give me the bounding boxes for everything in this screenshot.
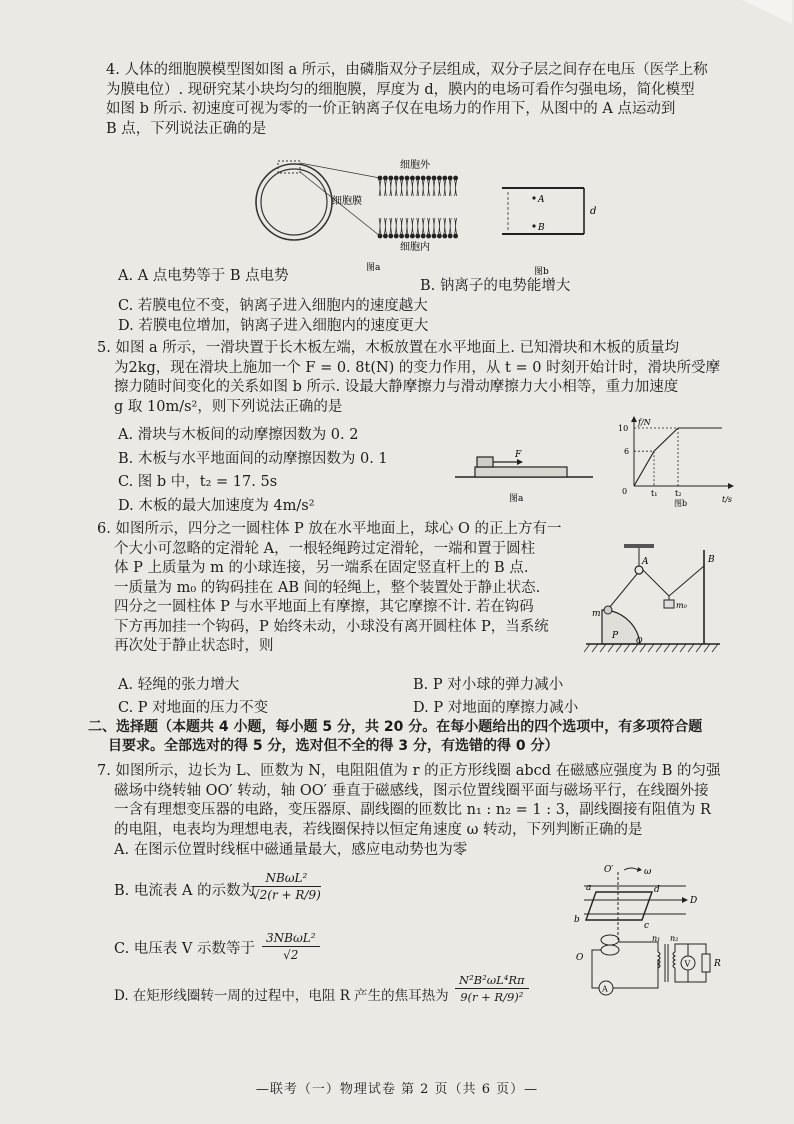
lipid-tail-bottom [449, 218, 451, 234]
q5-line: 擦力随时间变化的关系如图 b 所示. 设最大静摩擦力与滑动摩擦力大小相等，重力加速度 [114, 379, 679, 395]
lipid-tail-bottom [455, 218, 457, 234]
caption-5b: 图b [674, 499, 688, 508]
q6-option-c: C. P 对地面的压力不变 [118, 699, 269, 716]
lipid-head-bottom [415, 234, 420, 239]
lipid-tail-bottom [390, 218, 392, 234]
lipid-head-bottom [426, 234, 431, 239]
friction-line-rising [634, 428, 678, 486]
quarter-cylinder [602, 610, 640, 644]
lipid-tail-top [455, 180, 457, 196]
m0-label: m₀ [676, 601, 687, 610]
q7-option-b [114, 882, 255, 902]
lipid-tail-top [438, 180, 440, 196]
label-membrane: 细胞膜 [332, 196, 362, 207]
lipid-tail-top [395, 180, 397, 196]
lipid-tail-bottom [401, 218, 403, 234]
lipid-tail-bottom [428, 218, 430, 234]
q7-option-d [114, 987, 449, 1007]
q7-option-d-fraction [455, 972, 529, 1005]
ground-hatch [600, 644, 606, 652]
lipid-tail-bottom [438, 218, 440, 234]
slider-block [477, 457, 493, 467]
q6-option-a: A. 轻绳的张力增大 [118, 677, 240, 693]
ground-hatch [624, 644, 630, 652]
x-tick-t1: t₁ [651, 489, 658, 498]
question-4 [106, 61, 708, 139]
zoom-line-top [300, 163, 380, 178]
q7-b-numerator: NBωL² [252, 870, 321, 887]
ground-hatch [712, 644, 718, 652]
lipid-tail-bottom [433, 218, 435, 234]
cell-inner-circle [261, 169, 327, 235]
page-corner-decoration [742, 0, 792, 24]
lipid-head-bottom [388, 234, 393, 239]
q7-d-denominator: 9(r + R/9)² [460, 990, 524, 1004]
point-b-label: B [708, 555, 715, 565]
omega-label: ω [644, 867, 652, 877]
square-coil [586, 892, 652, 920]
lipid-tail-bottom [395, 218, 397, 234]
ground-hatch [688, 644, 694, 652]
lipid-tail-bottom [379, 218, 381, 234]
q5-option-d: D. 木板的最大加速度为 4m/s² [118, 497, 315, 514]
lipid-head-bottom [399, 234, 404, 239]
secondary-coil [673, 952, 675, 968]
q6-line: 下方再加挂一个钩码，P 始终未动，小球没有离开圆柱体 P，当系统 [114, 618, 549, 635]
q6-line: 再次处于静止状态时，则 [114, 638, 274, 654]
corner-c: c [644, 921, 650, 931]
lipid-head-top [399, 176, 404, 181]
q5-option-c: C. 图 b 中，t₂ = 17. 5s [118, 474, 278, 490]
ground-hatch [696, 644, 702, 652]
page-footer: —联考（一）物理试卷 第 2 页（共 6 页）— [255, 1082, 539, 1097]
figure-coil-transformer [566, 862, 726, 1002]
x-tick-t2: t₂ [675, 489, 682, 498]
lipid-head-top [426, 176, 431, 181]
figure-pulley-cylinder [584, 544, 724, 664]
q5-line: 为2kg，现在滑块上施加一个 F = 0. 8t(N) 的变力作用，从 t = 0 时刻开始计时，滑块所受摩 [114, 359, 721, 376]
field-label: D [690, 896, 698, 906]
q6-line: 个大小可忽略的定滑轮 A，一根轻绳跨过定滑轮，一端和置于圆柱 [114, 540, 536, 557]
lipid-head-bottom [383, 234, 388, 239]
section-2-line2: 目要求。全部选对的得 5 分，选对但不全的得 3 分，有选错的得 0 分） [108, 738, 559, 754]
origin-label: 0 [622, 487, 628, 496]
pulley [635, 566, 643, 574]
q4-option-b: B. 钠离子的电势能增大 [420, 278, 571, 294]
small-ball [604, 606, 612, 614]
y-axis-label: f/N [638, 418, 651, 427]
n2-label: n₂ [670, 934, 679, 943]
q6-line: 6. 如图所示，四分之一圆柱体 P 放在水平地面上，球心 O 的正上方有一 [97, 521, 562, 537]
lipid-tail-bottom [444, 218, 446, 234]
q4-line: 4. 人体的细胞膜模型图如图 a 所示，由磷脂双分子层组成，双分子层之间存在电压（医学上称 [106, 62, 708, 78]
ground-hatch [592, 644, 598, 652]
corner-b: b [574, 915, 580, 925]
friction-time-chart [610, 416, 740, 508]
q4-option-d: D. 若膜电位增加，钠离子进入细胞内的速度更大 [118, 317, 429, 334]
lipid-head-bottom [437, 234, 442, 239]
thickness-label: d [590, 206, 597, 217]
q6-option-b: B. P 对小球的弹力减小 [413, 677, 564, 693]
lipid-head-top [410, 176, 415, 181]
lipid-tail-bottom [384, 218, 386, 234]
lipid-head-bottom [421, 234, 426, 239]
q7-option-b-fraction [252, 870, 321, 903]
q7-line: 7. 如图所示，边长为 L、匝数为 N，电阻阻值为 r 的正方形线圈 abcd 在磁感应强度为 B 的匀强 [97, 763, 721, 779]
figure-block-on-board [455, 445, 595, 505]
q5-options [118, 426, 388, 516]
lipid-tail-top [379, 180, 381, 196]
x-axis-label: t/s [722, 495, 733, 504]
q4-options [118, 267, 289, 287]
label-outside: 细胞外 [400, 160, 430, 171]
q7-option-b-text: B. 电流表 A 的示数为 [114, 883, 256, 899]
q7-c-numerator: 3NBωL² [262, 930, 320, 947]
lipid-tail-top [390, 180, 392, 196]
cell-outer-circle [256, 164, 332, 240]
lipid-head-bottom [442, 234, 447, 239]
corner-a: a [586, 883, 592, 893]
axis-top-label: O′ [604, 865, 614, 875]
lipid-head-top [383, 176, 388, 181]
q6-options-ac [118, 676, 268, 718]
q4-option-b-wrap [420, 277, 570, 297]
hook-weight [664, 600, 674, 608]
force-label: F [515, 450, 522, 460]
lipid-tail-top [417, 180, 419, 196]
lipid-tail-top [449, 180, 451, 196]
axis-bottom-label: O [576, 953, 584, 963]
q7-option-c [114, 940, 255, 960]
section-2-line1: 二、选择题（本题共 4 小题，每小题 5 分，共 20 分。在每小题给出的四个选项中，有多项符合题 [88, 719, 703, 735]
q7-line: 的电阻，电表均为理想电表，若线圈保持以恒定角速度 ω 转动，下列判断正确的是 [114, 821, 643, 838]
q4-line: 为膜电位）. 现研究某小块均匀的细胞膜，厚度为 d，膜内的电场可看作匀强电场，简化模型 [106, 81, 695, 98]
lipid-head-top [453, 176, 458, 181]
resistor-label: R [714, 959, 721, 969]
q7-d-numerator: N²B²ωL⁴Rπ [455, 972, 529, 989]
caption-fig-a: 图a [366, 263, 381, 273]
ground-hatch [672, 644, 678, 652]
lipid-head-bottom [448, 234, 453, 239]
ground-hatch [632, 644, 638, 652]
figure-membrane-b [500, 180, 620, 278]
long-board [475, 467, 567, 477]
q7-option-a: A. 在图示位置时线框中磁通量最大，感应电动势也为零 [114, 842, 468, 858]
ground-hatch [640, 644, 646, 652]
q6-line: 体 P 上质量为 m 的小球连接，另一端系在固定竖直杆上的 B 点. [114, 560, 529, 576]
q4-options-cd [118, 297, 428, 336]
q5-line: g 取 10m/s²，则下列说法正确的是 [114, 398, 343, 415]
q7-c-denominator: √2 [283, 948, 299, 962]
question-7 [97, 762, 721, 861]
n1-label: n₁ [652, 934, 661, 943]
lipid-tail-bottom [422, 218, 424, 234]
q4-line: B 点，下列说法正确的是 [106, 120, 267, 137]
question-5 [97, 339, 720, 417]
q7-b-denominator: √2(r + R/9) [252, 888, 321, 902]
lipid-tail-top [422, 180, 424, 196]
center-label: O [636, 636, 643, 645]
lipid-head-top [421, 176, 426, 181]
y-tick-10: 10 [618, 424, 629, 433]
label-inside: 细胞内 [400, 242, 430, 253]
lipid-head-bottom [405, 234, 410, 239]
q6-option-d: D. P 对地面的摩擦力减小 [413, 699, 579, 716]
q6-line: 一质量为 m₀ 的钩码挂在 AB 间的轻绳上，整个装置处于静止状态. [114, 579, 541, 596]
q7-line: 一含有理想变压器的电路，变压器原、副线圈的匝数比 n₁ : n₂ = 1 : 3，副线圈接有阻值为 R [114, 802, 711, 818]
lipid-tail-top [444, 180, 446, 196]
lipid-head-top [378, 176, 383, 181]
caption-5a: 图a [509, 494, 524, 504]
caption-fig-b: 图b [534, 267, 549, 277]
q7-line: 磁场中绕转轴 OO′ 转动，轴 OO′ 垂直于磁感线，图示位置线圈平面与磁场平行，在线圈外接 [114, 782, 709, 799]
lipid-tail-bottom [411, 218, 413, 234]
lipid-head-bottom [410, 234, 415, 239]
lipid-tail-top [406, 180, 408, 196]
ground-hatch [664, 644, 670, 652]
lipid-head-top [437, 176, 442, 181]
lipid-tail-bottom [406, 218, 408, 234]
lipid-head-top [405, 176, 410, 181]
ground-hatch [584, 644, 590, 652]
lipid-head-top [442, 176, 447, 181]
ground-hatch [656, 644, 662, 652]
lipid-head-bottom [453, 234, 458, 239]
lipid-tail-top [401, 180, 403, 196]
cylinder-label: P [612, 631, 619, 641]
lipid-tail-top [384, 180, 386, 196]
q4-option-c: C. 若膜电位不变，钠离子进入细胞内的速度越大 [118, 298, 428, 314]
lipid-tail-top [433, 180, 435, 196]
question-6 [97, 520, 562, 657]
q5-option-a: A. 滑块与木板间的动摩擦因数为 0. 2 [118, 427, 359, 443]
ground-hatch [704, 644, 710, 652]
ammeter-label: A [602, 984, 608, 994]
point-b-label: B [538, 223, 545, 233]
ground-hatch [680, 644, 686, 652]
q4-line: 如图 b 所示. 初速度可视为零的一价正钠离子仅在电场力的作用下，从图中的 A 点运动到 [106, 101, 676, 117]
q6-line: 四分之一圆柱体 P 与水平地面上有摩擦，其它摩擦不计. 若在钩码 [114, 599, 534, 615]
point-a-label: A [538, 195, 545, 205]
ground-hatch [616, 644, 622, 652]
ground-hatch [648, 644, 654, 652]
lipid-head-top [394, 176, 399, 181]
y-tick-6: 6 [624, 447, 630, 457]
q7-option-c-text: C. 电压表 V 示数等于 [114, 941, 255, 957]
figure-cell-membrane-a [248, 156, 478, 274]
lipid-tail-top [428, 180, 430, 196]
q6-options-bd [413, 676, 578, 718]
lipid-head-bottom [378, 234, 383, 239]
voltmeter-label: V [684, 959, 691, 969]
q7-option-c-fraction [262, 930, 320, 963]
ground-hatch [608, 644, 614, 652]
q5-line: 5. 如图 a 所示，一滑块置于长木板左端，木板放置在水平地面上. 已知滑块和木板的质量均 [97, 340, 680, 356]
q7-option-d-text: D. 在矩形线圈转一周的过程中，电阻 R 产生的焦耳热为 [114, 988, 449, 1004]
lipid-bilayer [378, 176, 458, 239]
lipid-tail-bottom [417, 218, 419, 234]
lipid-head-top [448, 176, 453, 181]
lipid-head-bottom [432, 234, 437, 239]
lipid-head-top [432, 176, 437, 181]
resistor [702, 954, 710, 972]
pulley-label: A [642, 557, 649, 567]
lipid-head-top [415, 176, 420, 181]
ball-mass-label: m [592, 609, 601, 619]
section-2-heading [88, 718, 702, 756]
lipid-head-bottom [394, 234, 399, 239]
lipid-head-top [388, 176, 393, 181]
lipid-tail-top [411, 180, 413, 196]
corner-d: d [654, 885, 660, 895]
q5-option-b: B. 木板与水平地面间的动摩擦因数为 0. 1 [118, 450, 388, 467]
q4-option-a: A. A 点电势等于 B 点电势 [118, 268, 289, 284]
